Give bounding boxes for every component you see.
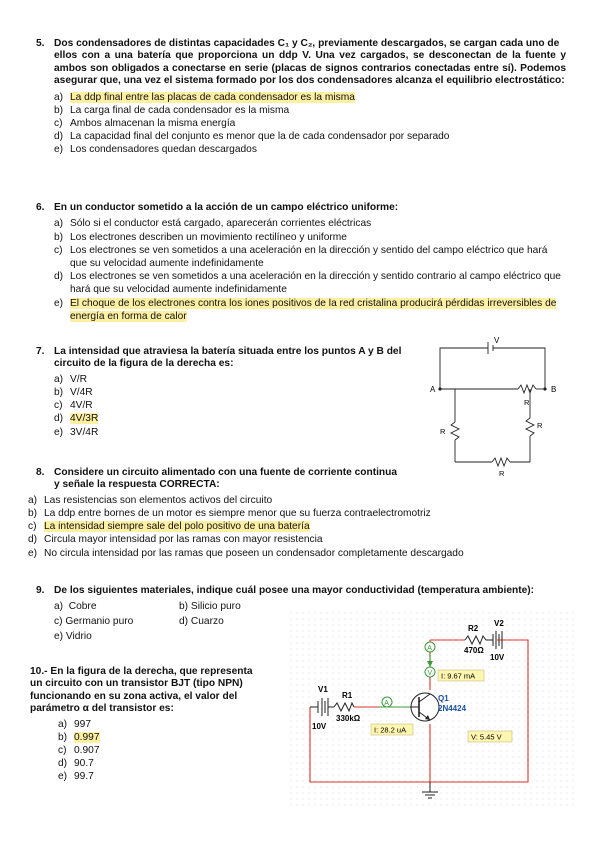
svg-text:V: 5.45 V: V: 5.45 V xyxy=(471,732,502,742)
highlighted-answer: La ddp final entre las placas de cada condensador es la misma xyxy=(70,91,355,103)
svg-text:330kΩ: 330kΩ xyxy=(336,714,361,723)
option-e[interactable]: e) El choque de los electrones contra los iones positivos de la red cristalina producirá pérdidas irreversibles de energía en forma de calor xyxy=(54,297,557,322)
option-list xyxy=(36,91,566,157)
question-8 xyxy=(28,467,566,560)
svg-text:Q1: Q1 xyxy=(438,694,449,703)
option-e[interactable]: e) Los condensadores quedan descargados xyxy=(54,144,257,156)
svg-text:I: 28.2 uA: I: 28.2 uA xyxy=(374,725,407,735)
svg-text:V1: V1 xyxy=(318,685,328,694)
question-number: 8. xyxy=(36,467,45,478)
option-a[interactable]: a) 997 xyxy=(58,718,91,730)
option-b[interactable]: b) La carga final de cada condensador es la misma xyxy=(54,104,290,116)
question-7 xyxy=(36,346,436,439)
option-d[interactable]: d) 90.7 xyxy=(58,758,94,770)
option-c[interactable]: c) Germanio puro xyxy=(54,616,134,628)
question-6 xyxy=(36,202,566,323)
option-c[interactable]: c) 0.907 xyxy=(58,745,100,757)
highlighted-answer: 0.997 xyxy=(74,731,100,743)
svg-text:V2: V2 xyxy=(494,619,504,628)
question-stem: 7. La intensidad que atraviesa la batería situada entre los puntos A y B del circuito de la figura de la derecha es: xyxy=(36,346,402,370)
option-b[interactable]: b) La ddp entre bornes de un motor es siempre menor que su fuerza contraelectromotriz xyxy=(28,508,431,520)
question-stem: 9. De los siguientes materiales, indique cuál posee una mayor conductividad (temperatura ambiente): xyxy=(36,585,535,596)
question-10 xyxy=(30,666,270,784)
label-r: R xyxy=(440,427,446,436)
option-e[interactable]: e) 3V/4R xyxy=(54,426,99,438)
question-number: 9. xyxy=(36,585,45,596)
svg-text:R2: R2 xyxy=(468,624,479,633)
option-list xyxy=(30,718,270,784)
option-c[interactable]: c) La intensidad siempre sale del polo positivo de una batería xyxy=(28,521,310,533)
option-c[interactable]: c) 4V/R xyxy=(54,400,93,412)
question-stem: 10.- En la figura de la derecha, que representa un circuito con un transistor BJT (tipo NPN) funcionando en su zona activa, el valor del parámetro α del transistor es: xyxy=(30,666,253,715)
option-a[interactable]: a) Cobre xyxy=(54,601,97,613)
label-b: B xyxy=(551,385,557,394)
transistor-circuit-figure xyxy=(290,612,576,808)
option-b[interactable]: b) V/4R xyxy=(54,387,93,399)
highlighted-answer: La intensidad siempre sale del polo positivo de una batería xyxy=(44,521,310,533)
svg-text:A: A xyxy=(384,700,389,707)
question-stem-continuation: ellos con a una batería que proporciona un ddp V. Una vez cargados, se desconectan de la fuente y ambos son obligados a conectarse en serie (placas de signos contrarios conectadas entre sí). Podemos asegurar que, una vez el sistema formado por los dos condensadores alcanza el equilibrio electrostático: xyxy=(54,50,566,87)
question-stem: 6. En un conductor sometido a la acción de un campo eléctrico uniforme: xyxy=(36,202,399,213)
option-d[interactable]: d) Circula mayor intensidad por las ramas con mayor resistencia xyxy=(28,534,323,546)
option-c[interactable]: c) Los electrones se ven sometidos a una aceleración en la dirección y sentido del campo eléctrico que hará que su velocidad aumente indefinidamente xyxy=(54,244,548,270)
option-b[interactable]: b) Silicio puro xyxy=(179,601,241,613)
option-d[interactable]: d) 4V/3R xyxy=(54,413,99,425)
label-r: R xyxy=(499,469,505,478)
svg-text:V: V xyxy=(427,670,433,677)
option-b[interactable]: b) 0.997 xyxy=(58,731,100,743)
svg-text:10V: 10V xyxy=(490,653,505,662)
svg-text:R1: R1 xyxy=(342,691,353,700)
highlighted-answer: 4V/3R xyxy=(70,413,99,425)
option-e[interactable]: e) Vidrio xyxy=(54,631,92,643)
option-a[interactable]: a) La ddp final entre las placas de cada condensador es la misma xyxy=(54,91,355,103)
option-list xyxy=(36,373,436,439)
highlighted-answer: El choque de los electrones contra los iones positivos de la red cristalina producirá pérdidas irreversibles de energía en forma de calor xyxy=(70,297,557,322)
question-stem: 5. Dos condensadores de distintas capacidades C₁ y C₂, previamente descargados, se cargan cada uno de ellos con a una batería que proporciona un ddp V. Una vez cargados, se desconectan de la fuente y ambos son obligados a conectarse en serie (placas de signos contrarios conectadas entre sí). Podemos asegurar que, una vez el sistema formado por los dos condensadores alcanza el equilibrio electrostático: xyxy=(36,38,566,87)
option-e[interactable]: e) No circula intensidad por las ramas que poseen un condensador completamente descargado xyxy=(28,547,464,559)
option-c[interactable]: c) Ambos almacenan la misma energía xyxy=(54,118,236,130)
option-d[interactable]: d) La capacidad final del conjunto es menor que la de cada condensador por separado xyxy=(54,131,450,143)
svg-text:A: A xyxy=(427,645,432,652)
question-stem: 8. Considere un circuito alimentado con una fuente de corriente continua y señale la respuesta CORRECTA: xyxy=(36,467,398,491)
option-e[interactable]: e) 99.7 xyxy=(58,771,94,783)
svg-text:10V: 10V xyxy=(312,722,327,731)
svg-text:I: 9.67 mA: I: 9.67 mA xyxy=(441,671,476,681)
option-d[interactable]: d) Cuarzo xyxy=(179,616,224,628)
option-a[interactable]: a) V/R xyxy=(54,373,87,385)
option-list xyxy=(28,494,566,560)
label-r: R xyxy=(537,421,543,430)
label-a: A xyxy=(430,385,436,394)
question-number: 10.- xyxy=(30,666,48,677)
svg-text:2N4424: 2N4424 xyxy=(438,704,467,713)
question-number: 6. xyxy=(36,202,45,213)
resistor-circuit-figure xyxy=(420,334,580,482)
svg-text:470Ω: 470Ω xyxy=(464,646,484,655)
option-a[interactable]: a) Sólo si el conductor está cargado, aparecerán corrientes eléctricas xyxy=(54,218,372,230)
question-number: 7. xyxy=(36,346,45,357)
option-a[interactable]: a) Las resistencias son elementos activos del circuito xyxy=(28,494,273,506)
option-b[interactable]: b) Los electrones describen un movimiento rectilíneo y uniforme xyxy=(54,231,347,243)
label-v: V xyxy=(494,336,500,345)
option-d[interactable]: d) Los electrones se ven sometidos a una aceleración en la dirección y sentido contrario al campo eléctrico que hará que su velocidad aumente indefinidamente xyxy=(54,271,561,296)
question-number: 5. xyxy=(36,38,45,49)
label-r: R xyxy=(524,398,530,407)
option-list xyxy=(36,217,566,323)
question-5 xyxy=(36,38,566,157)
